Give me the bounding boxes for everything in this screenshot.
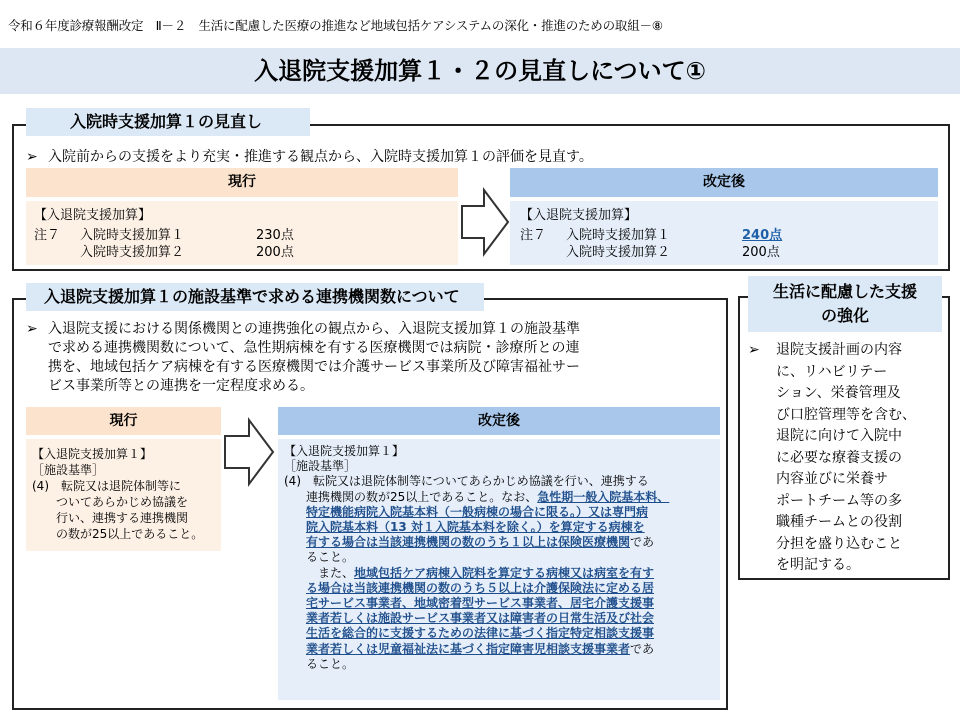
section3-line: び口腔管理等を含む、 [776, 406, 916, 423]
new-line: ること。 [306, 550, 355, 565]
section2-bullet [26, 320, 726, 396]
current-line: ついてあらかじめ協議を [32, 495, 189, 509]
section1-label: 入院時支援加算１の見直し [26, 108, 310, 136]
section2-current-text [32, 446, 222, 542]
current-row2-value: 200点 [256, 245, 294, 260]
section1-new-header: 改定後 [510, 168, 938, 197]
section1-current-table [34, 207, 294, 261]
section2-new-header: 改定後 [278, 407, 720, 435]
section3-line: を明記する。 [776, 557, 860, 573]
section3-line: に必要な療養支援の [776, 449, 902, 466]
new-note: 注７ [520, 228, 547, 243]
arrow-right-icon [223, 416, 275, 488]
section3-line: 職種チームとの役割 [776, 514, 902, 530]
new-line: 連携機関の数が25以上であること。なお、 [306, 489, 538, 504]
current-line: 行い、連携する連携機関 [32, 511, 189, 525]
new-line-highlight: 急性期一般入院基本料、 [537, 489, 670, 504]
new-line-highlight: 有する場合は当該連携機関の数のうち１以上は保険医療機関 [306, 535, 631, 550]
arrow-right-icon [460, 186, 510, 258]
section1-current-header: 現行 [26, 168, 458, 197]
current-line: の数が25以上であること。 [32, 527, 204, 541]
new-heading: 【入退院支援加算】 [520, 208, 638, 223]
section3-line: 退院に向けて入院中 [776, 428, 902, 444]
section3-label-line: 生活に配慮した支援 [772, 282, 917, 301]
new-sub: ［施設基準］ [284, 459, 357, 474]
current-line: 【入退院支援加算１】 [32, 447, 153, 461]
bullet-marker: ➢ [26, 149, 38, 165]
bullet-marker: ➢ [26, 321, 38, 337]
section1-bullet [26, 148, 593, 167]
section3-bullet [748, 340, 946, 577]
new-line-highlight: 業者若しくは児童福祉法に基づく指定障害児相談支援事業者 [306, 641, 631, 656]
new-line: であ [630, 641, 655, 656]
section3-label-line: の強化 [820, 306, 869, 325]
new-row1-label: 入院時支援加算１ [566, 228, 671, 243]
section2-current-header: 現行 [26, 407, 221, 435]
section2-bullet-line: で求める連携機関数について、急性期病棟を有する医療機関では病院・診療所との連 [48, 340, 580, 356]
new-heading: 【入退院支援加算１】 [284, 444, 405, 458]
bullet-marker: ➢ [748, 342, 760, 358]
section3-label [748, 276, 942, 332]
section2-new-text [284, 444, 718, 672]
new-line-highlight: 業者若しくは施設サービス事業者又は障害者の日常生活及び社会 [306, 611, 655, 626]
current-line: ［施設基準］ [32, 463, 105, 477]
section3-line: 分担を盛り込むこと [776, 535, 902, 552]
section3-line: ション、栄養管理及 [776, 385, 901, 401]
section3-line: 退院支援計画の内容 [776, 342, 902, 358]
new-line-highlight: 生活を総合的に支援するための法律に基づく指定特定相談支援事 [306, 626, 655, 641]
section3-line: に、リハビリテー [776, 363, 888, 380]
current-row2-label: 入院時支援加算２ [80, 245, 185, 260]
current-row1-value: 230点 [256, 228, 294, 243]
new-line: (4) 転院又は退院体制等についてあらかじめ協議を行い、連携する [284, 474, 649, 489]
current-line: (4) 転院又は退院体制等に [32, 479, 181, 493]
section2-bullet-line: 携を、地域包括ケア病棟を有する医療機関では介護サービス事業所及び障害福祉サー [48, 359, 580, 375]
section3-line: ポートチーム等の多 [776, 492, 902, 509]
section3-line: 内容並びに栄養サ [776, 471, 888, 487]
new-row2-value: 200点 [742, 245, 780, 260]
page-title: 入退院支援加算１・２の見直しについて① [254, 57, 706, 85]
new-line: また、 [306, 565, 355, 580]
current-note: 注７ [34, 228, 61, 243]
current-heading: 【入退院支援加算】 [34, 208, 152, 223]
new-row1-value: 240点 [742, 228, 783, 243]
section2-bullet-line: ビス事業所等との連携を一定程度求める。 [48, 378, 314, 394]
new-line-highlight: 宅サービス事業者、地域密着型サービス事業者、居宅介護支援事 [306, 596, 655, 611]
new-line-highlight: 地域包括ケア病棟入院料を算定する病棟又は病室を有す [354, 565, 655, 580]
header-text: 令和６年度診療報酬改定 Ⅱ－２ 生活に配慮した医療の推進など地域包括ケアシステムの深化・推進のための取組－⑧ [8, 18, 663, 33]
section2-label: 入退院支援加算１の施設基準で求める連携機関数について [26, 283, 484, 311]
new-row2-label: 入院時支援加算２ [566, 245, 671, 260]
current-row1-label: 入院時支援加算１ [80, 228, 185, 243]
section1-new-table [520, 207, 782, 261]
new-line-highlight: る場合は当該連携機関の数のうち５以上は介護保険法に定める居 [306, 580, 655, 595]
section2-bullet-line: 入退院支援における関係機関との連携強化の観点から、入退院支援加算１の施設基準 [48, 321, 580, 337]
section1-bullet-text: 入院前からの支援をより充実・推進する観点から、入院時支援加算１の評価を見直す。 [48, 149, 593, 165]
new-line-highlight: 特定機能病院入院基本料（一般病棟の場合に限る。）又は専門病 [306, 504, 649, 519]
new-line: ること。 [306, 656, 355, 671]
new-line: であ [630, 535, 655, 550]
new-line-highlight: 院入院基本料（13 対１入院基本料を除く。）を算定する病棟を [306, 520, 645, 535]
